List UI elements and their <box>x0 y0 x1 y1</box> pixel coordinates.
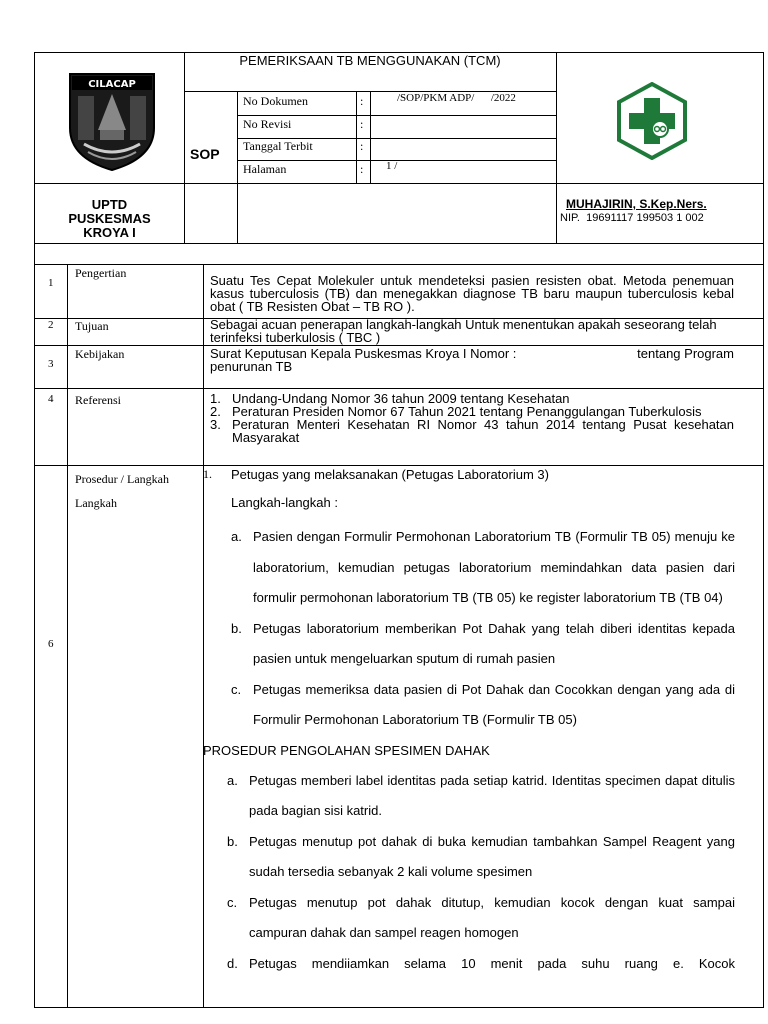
org-line-3: KROYA I <box>83 225 136 240</box>
meta-sep: : <box>360 94 364 108</box>
list-item: c. Petugas memeriksa data pasien di Pot Dahak dan Cocokkan dengan yang ada di Formulir Permohonan Laboratorium TB (Formulir TB 05) <box>231 681 735 727</box>
list-item: b. Petugas laboratorium memberikan Pot Dahak yang telah diberi identitas kepada pasien untuk mengeluarkan sputum di rumah pasien <box>231 620 735 666</box>
meta-label-halaman: Halaman <box>243 162 287 176</box>
sop-label: SOP <box>190 146 220 162</box>
cilacap-logo <box>66 70 158 172</box>
row-label-prosedur: Prosedur / Langkah Langkah <box>75 472 169 510</box>
row-number: 6 <box>48 638 54 650</box>
list-item: d. Petugas mendiiamkan selama 10 menit pada suhu ruang e. Kocok <box>227 955 735 971</box>
row-label-kebijakan: Kebijakan <box>75 347 125 361</box>
row-number: 4 <box>48 393 54 405</box>
list-item: a. Pasien dengan Formulir Permohonan Laboratorium TB (Formulir TB 05) menuju ke laboratorium, kemudian petugas laboratorium memindahkan data pasien dari formulir permohonan laboratorium TB (TB 05) ke register laboratorium TB (TB 04) <box>231 529 735 605</box>
steps-title: Langkah-langkah : <box>231 495 338 510</box>
row-label-referensi: Referensi <box>75 393 121 407</box>
signer-name: MUHAJIRIN, S.Kep.Ners. <box>566 197 707 211</box>
list-item: b. Petugas menutup pot dahak di buka kemudian tambahkan Sampel Reagent yang sudah tersedia sebanyak 2 kali volume spesimen <box>227 833 735 879</box>
list-item: 3. Peraturan Menteri Kesehatan RI Nomor 43 tahun 2014 tentang Pusat kesehatan Masyarakat <box>210 417 734 445</box>
row-number: 3 <box>48 358 54 370</box>
org-name <box>36 198 183 240</box>
list-item: c. Petugas menutup pot dahak ditutup, kemudian kocok dengan kuat sampai campuran dahak dan sampel reagen homogen <box>227 894 735 940</box>
row-label-pengertian: Pengertian <box>75 266 127 280</box>
meta-sep: : <box>360 117 364 131</box>
meta-label-tanggal-terbit: Tanggal Terbit <box>243 139 313 153</box>
meta-value-halaman: 1 / <box>386 160 398 172</box>
row-text-pengertian: Suatu Tes Cepat Molekuler untuk mendeteksi pasien resisten obat. Metoda penemuan kasus tuberculosis (TB) dan menegakkan diagnose TB baru maupun tuberculosis kebal obat ( TB Resisten Obat – TB RO ). <box>210 273 734 314</box>
meta-sep: : <box>360 162 364 176</box>
row-label-tujuan: Tujuan <box>75 319 109 333</box>
list-item: 1. Undang-Undang Nomor 36 tahun 2009 tentang Kesehatan <box>210 391 570 406</box>
row-number: 2 <box>48 319 54 331</box>
signer-nip: NIP. 19691117 199503 1 002 <box>560 212 704 224</box>
kebijakan-text-b: tentang Program <box>637 346 734 361</box>
referensi-list <box>210 392 734 444</box>
list-item: a. Petugas memberi label identitas pada setiap katrid. Identitas specimen dapat ditulis pada bagian sisi katrid. <box>227 772 735 818</box>
puskesmas-logo <box>613 82 691 160</box>
row-number: 1 <box>48 277 54 289</box>
meta-label-no-dokumen: No Dokumen <box>243 94 308 108</box>
meta-value-no-dokumen: /SOP/PKM ADP/ /2022 <box>397 92 516 104</box>
kebijakan-text-a: Surat Keputusan Kepala Puskesmas Kroya I Nomor : <box>210 346 517 361</box>
list-item: 2. Peraturan Presiden Nomor 67 Tahun 2021 tentang Penanggulangan Tuberkulosis <box>210 404 702 419</box>
logo-text: CILACAP <box>88 79 136 90</box>
prosedur-content <box>203 467 735 979</box>
document-title: PEMERIKSAAN TB MENGGUNAKAN (TCM) <box>239 53 501 68</box>
section-title: PROSEDUR PENGOLAHAN SPESIMEN DAHAK <box>203 742 490 758</box>
row-text-kebijakan <box>210 347 734 373</box>
meta-sep: : <box>360 139 364 153</box>
org-line-1: UPTD <box>91 197 128 212</box>
kebijakan-text-c: penurunan TB <box>210 359 293 374</box>
row-text-tujuan: Sebagai acuan penerapan langkah-langkah Untuk menentukan apakah seseorang telah terinfeksi tuberkulosis ( TBC ) <box>210 317 717 345</box>
meta-label-no-revisi: No Revisi <box>243 117 292 131</box>
org-line-2: PUSKESMAS <box>68 211 151 226</box>
list-item: 1. Petugas yang melaksanakan (Petugas Laboratorium 3) <box>203 467 549 482</box>
